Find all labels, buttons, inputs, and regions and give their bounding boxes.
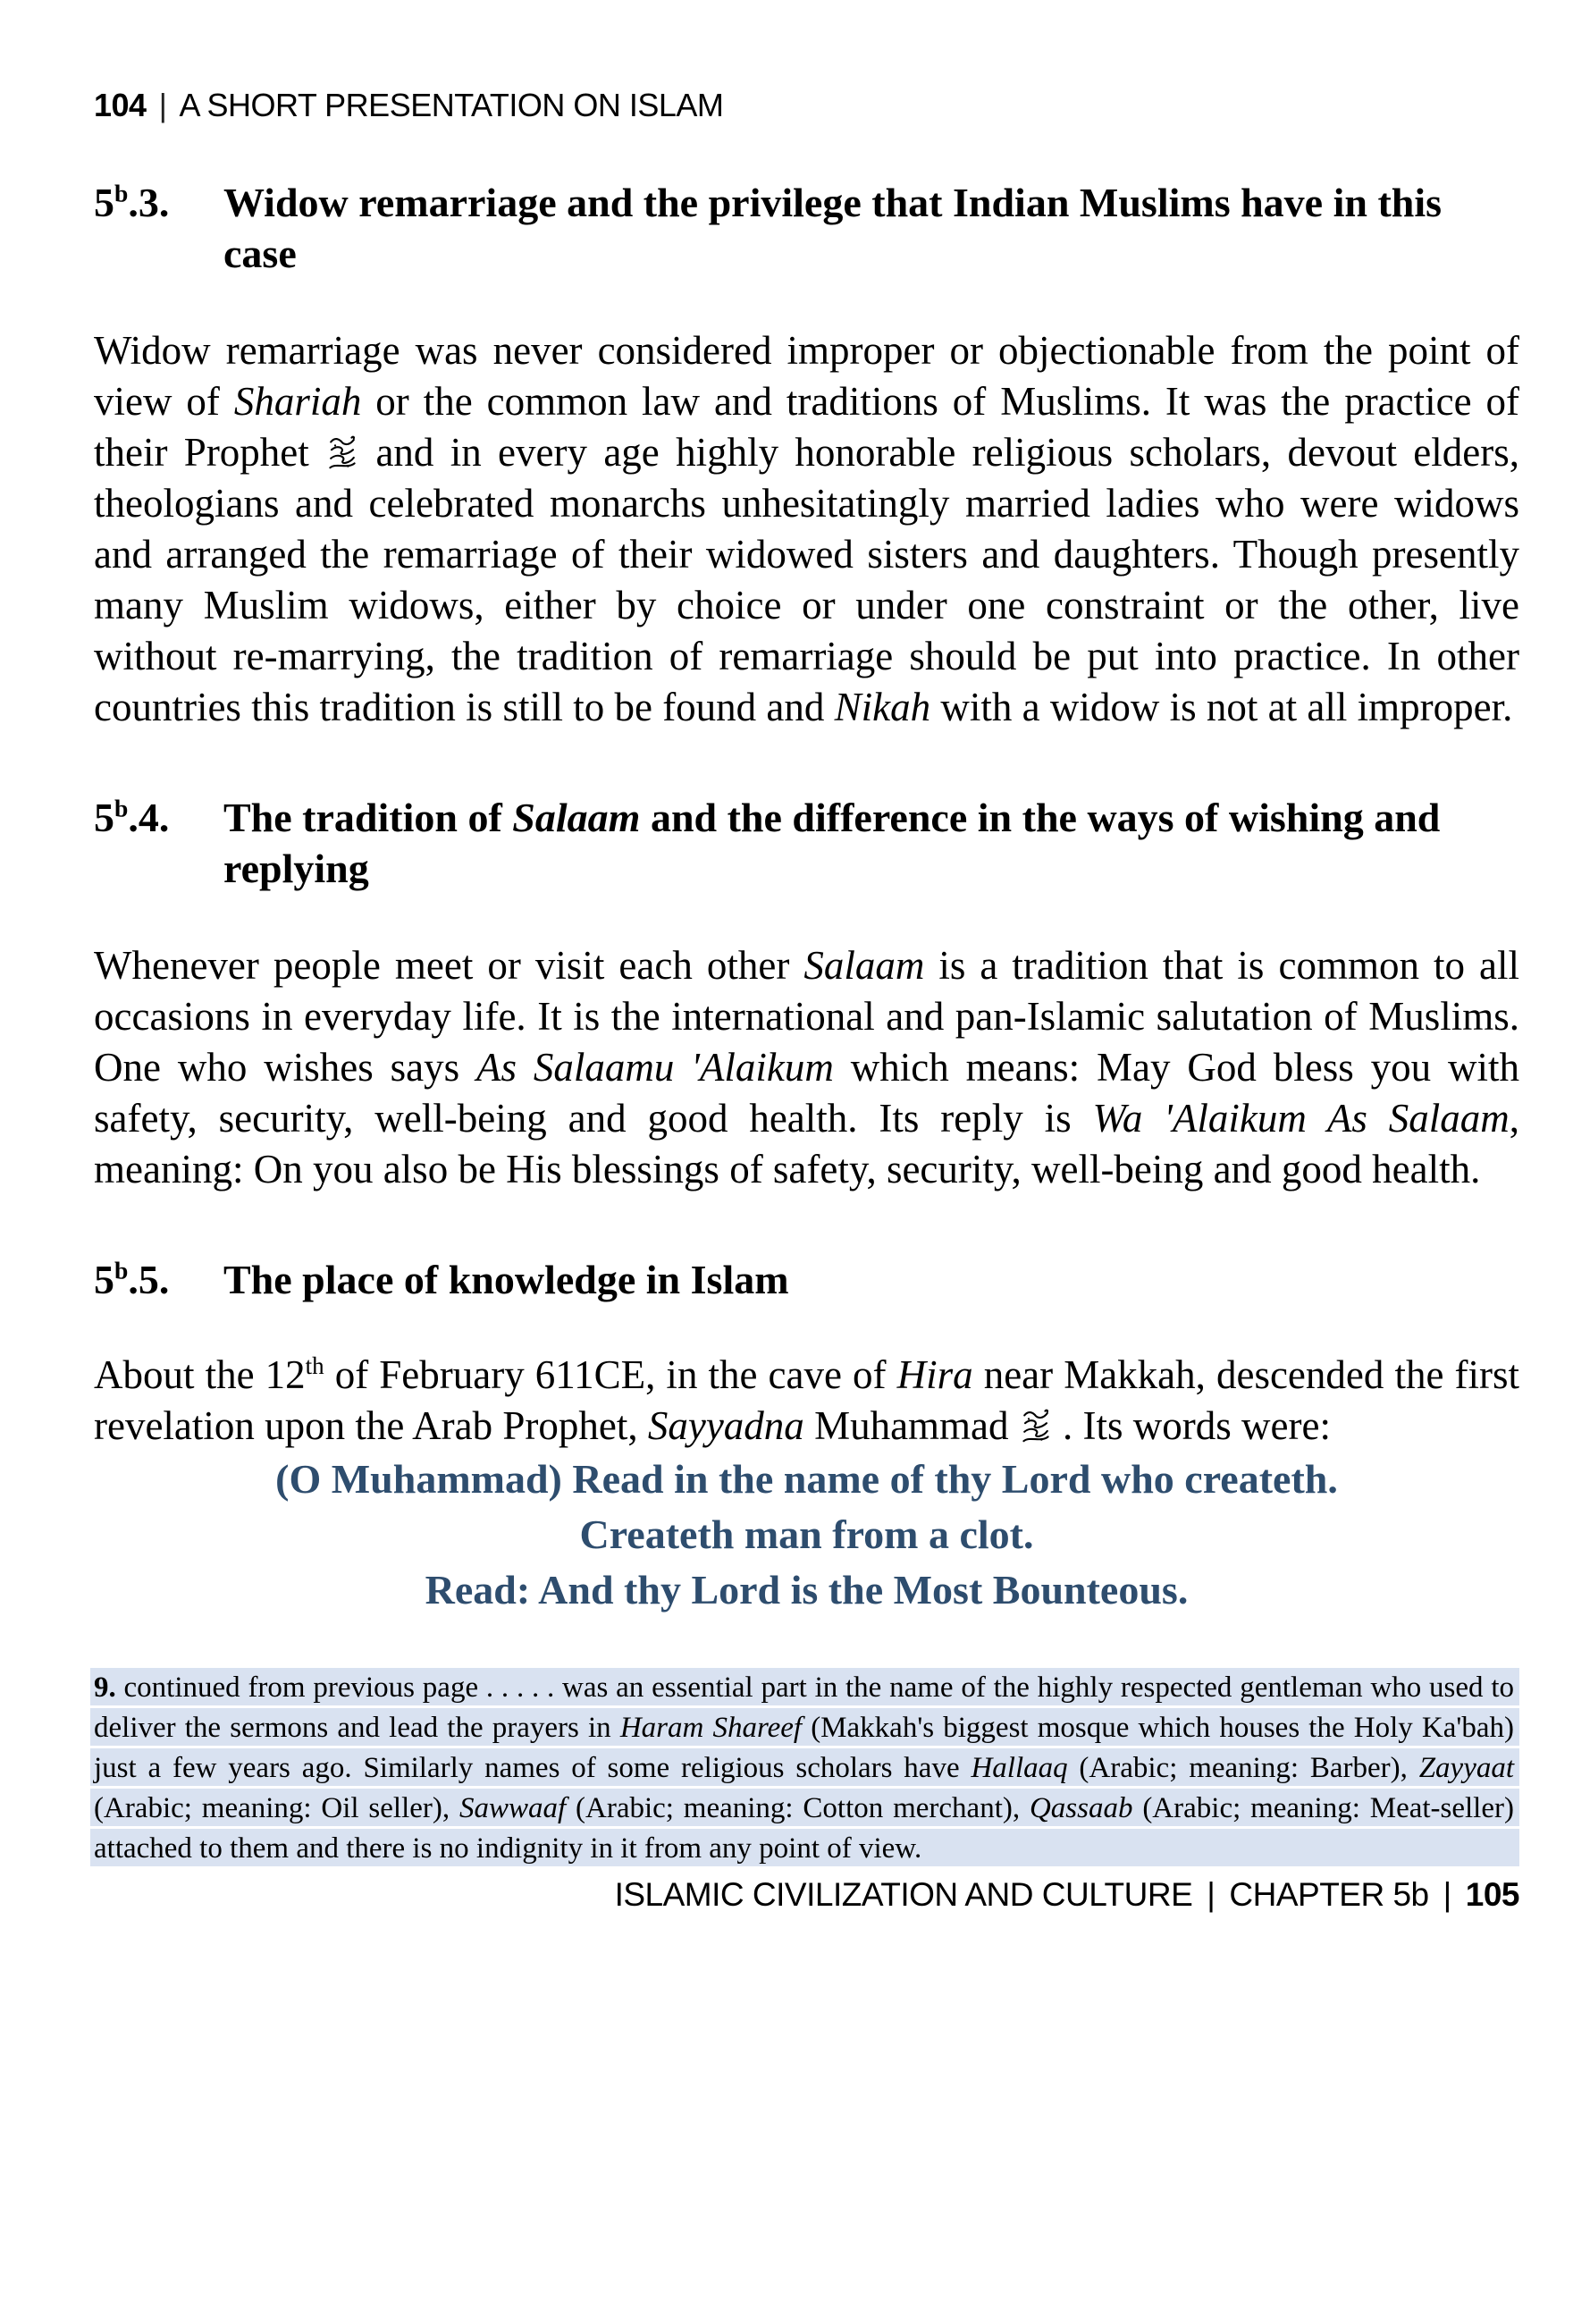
section-number: 5$^b$.3. xyxy=(94,179,170,225)
running-footer xyxy=(94,1874,1519,1916)
quran-quote-block xyxy=(94,1452,1519,1618)
footer-section-title: ISLAMIC CIVILIZATION AND CULTURE xyxy=(614,1876,1193,1913)
quote-line: Createth man from a clot. xyxy=(579,1511,1034,1557)
header-page-number: 104 xyxy=(94,87,147,123)
prophet-symbol-icon xyxy=(1022,1409,1050,1446)
section-title: Widow remarriage and the privilege that Indian Muslims have in this case xyxy=(223,180,1443,276)
section-title: The tradition of Salaam and the difference in the ways of wishing and replying xyxy=(223,795,1441,891)
footnote-9: 9. continued from previous page . . . . . was an essential part in the name of the highly respected gentleman who used to deliver the sermons and lead the prayers in Haram Shareef (Makkah's biggest mosque which houses the Holy Ka'bah) just a few years ago. Similarly names of some religious scholars have Hallaaq (Arabic; meaning: Barber), Zayyaat (Arabic; meaning: Oil seller), Sawwaaf (Arabic; meaning: Cotton merchant), Qassaab (Arabic; meaning: Meat-seller) attached to them and there is no indignity in it from any point of view. xyxy=(90,1668,1519,1869)
section-number-superscript: b xyxy=(114,1256,129,1284)
quote-line: (O Muhammad) Read in the name of thy Lord who createth. xyxy=(275,1456,1338,1502)
running-header xyxy=(94,88,1519,123)
paragraph-widow-remarriage: Widow remarriage was never considered improper or objectionable from the point of view of Shariah or the common law and traditions of Muslims. It was the practice of their Prophet and in every age highly honorable religious scholars, devout elders, theologians and celebrated monarchs unhesitatingly married ladies who were widows and arranged the remarriage of their widowed sisters and daughters. Though presently many Muslim widows, either by choice or under one constraint or the other, live without re-marrying, the tradition of remarriage should be put into practice. In other countries this tradition is still to be found and Nikah with a widow is not at all improper. xyxy=(94,328,1520,729)
footer-separator: | xyxy=(1207,1876,1216,1913)
paragraph-salaam-tradition: Whenever people meet or visit each other Salaam is a tradition that is common to all occasions in everyday life. It is the international and pan-Islamic salutation of Muslims. One who wishes says As Salaamu 'Alaikum which means: May God bless you with safety, security, well-being and good health. Its reply is Wa 'Alaikum As Salaam, meaning: On you also be His blessings of safety, security, well-being and good health. xyxy=(94,943,1519,1191)
prophet-symbol-icon xyxy=(328,435,357,473)
quote-line: Read: And thy Lord is the Most Bounteous. xyxy=(425,1567,1189,1612)
section-number-superscript: b xyxy=(114,179,129,207)
header-separator: | xyxy=(158,87,167,123)
section-heading-5b5 xyxy=(94,1254,1519,1305)
header-book-title: A SHORT PRESENTATION ON ISLAM xyxy=(179,87,724,123)
section-number: 5$^b$.5. xyxy=(94,1256,170,1302)
section-number: 5$^b$.4. xyxy=(94,794,170,840)
footer-chapter: CHAPTER 5b xyxy=(1229,1876,1429,1913)
section-number-superscript: b xyxy=(114,794,129,822)
section-heading-5b4 xyxy=(94,792,1519,894)
section-title: The place of knowledge in Islam xyxy=(223,1257,789,1302)
footer-separator: | xyxy=(1443,1876,1451,1913)
footer-page-number: 105 xyxy=(1465,1876,1519,1913)
paragraph-first-revelation: About the 12th of February 611CE, in the cave of Hira near Makkah, descended the first revelation upon the Arab Prophet, Sayyadna Muhammad . Its words were: xyxy=(94,1352,1519,1448)
section-heading-5b3 xyxy=(94,177,1519,279)
